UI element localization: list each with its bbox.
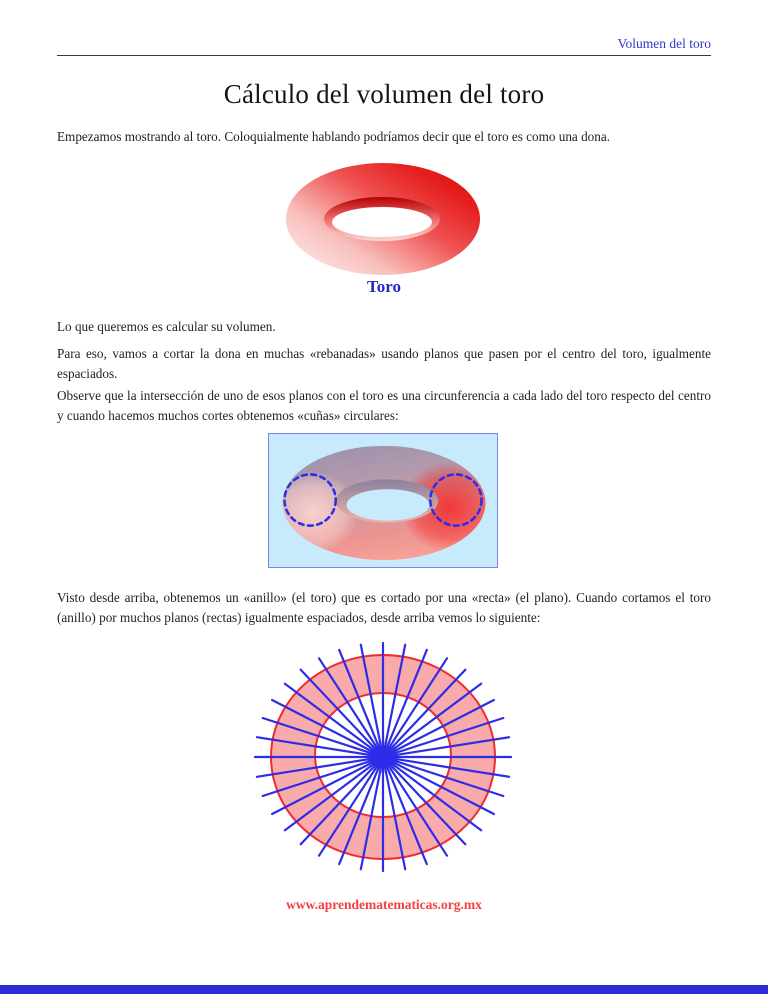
- cut-torus-figure: [269, 434, 497, 567]
- footer-url-link[interactable]: www.aprendematematicas.org.mx: [286, 897, 482, 912]
- header-rule: [57, 55, 711, 56]
- torus-hole: [332, 207, 432, 237]
- torus-figure: [285, 162, 481, 276]
- torus-caption: Toro: [366, 277, 402, 296]
- annulus-center-dot: [372, 746, 394, 768]
- cut-torus-hole: [347, 489, 430, 521]
- paragraph-intro: Empezamos mostrando al toro. Coloquialmente hablando podríamos decir que el toro es como una dona.: [57, 129, 610, 144]
- paragraph-slices: Para eso, vamos a cortar la dona en muchas «rebanadas» usando planos que pasen por el centro del toro, igualmente espaciados.: [57, 346, 711, 381]
- paragraph-top-view: Visto desde arriba, obtenemos un «anillo» (el toro) que es cortado por una «recta» (el plano). Cuando cortamos el toro (anillo) por muchos planos (rectas) igualmente espaciados, desde arriba vemos lo siguiente:: [57, 590, 711, 625]
- cut-torus-figure-box: [268, 433, 498, 568]
- paragraph-intersection: Observe que la intersección de uno de esos planos con el toro es una circunferencia a cada lado del toro respecto del centro y cuando hacemos muchos cortes obtenemos «cuñas» circulares:: [57, 388, 711, 423]
- running-title-link[interactable]: Volumen del toro: [617, 36, 711, 51]
- bottom-decorative-bar: [0, 985, 768, 994]
- paragraph-goal: Lo que queremos es calcular su volumen.: [57, 319, 276, 334]
- annulus-figure: [243, 637, 523, 877]
- page-title: Cálculo del volumen del toro: [223, 79, 545, 109]
